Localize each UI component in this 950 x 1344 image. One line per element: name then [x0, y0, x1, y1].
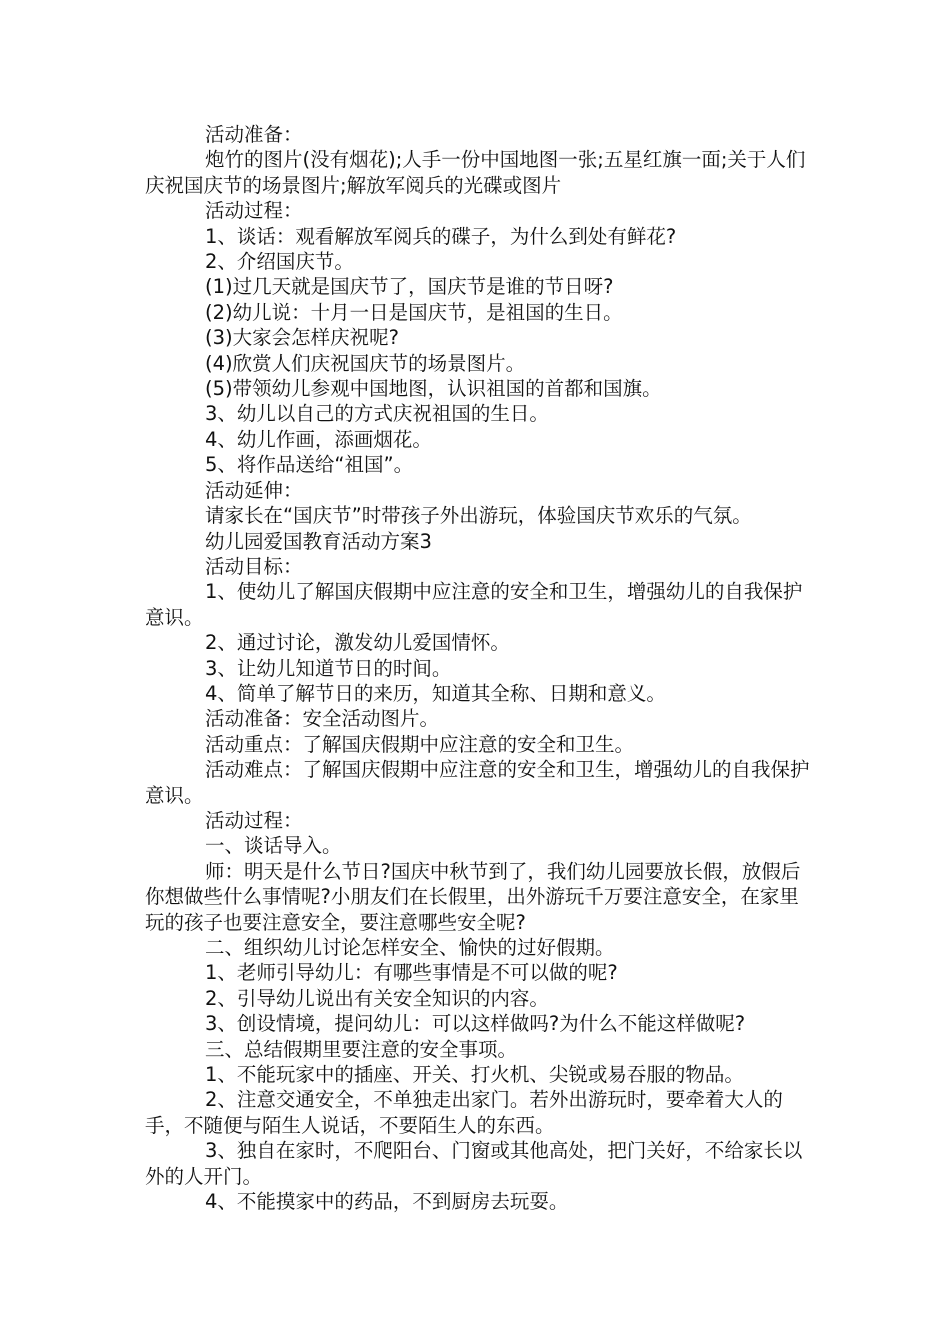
paragraph: 1、老师引导幼儿：有哪些事情是不可以做的呢?: [205, 961, 618, 985]
paragraph: 活动过程：: [205, 808, 303, 832]
paragraph: 3、独自在家时，不爬阳台、门窗或其他高处，把门关好，不给家长以外的人开门。: [145, 1139, 803, 1188]
section-heading: 幼儿园爱国教育活动方案3: [205, 529, 432, 553]
paragraph: (1)过几天就是国庆节了，国庆节是谁的节日呀?: [205, 275, 614, 299]
paragraph: 活动过程：: [205, 199, 303, 223]
paragraph: 活动目标：: [205, 554, 303, 578]
paragraph: 4、简单了解节日的来历，知道其全称、日期和意义。: [205, 681, 666, 705]
paragraph: 3、创设情境，提问幼儿：可以这样做吗?为什么不能这样做呢?: [205, 1012, 746, 1036]
paragraph: (3)大家会怎样庆祝呢?: [205, 326, 399, 350]
paragraph: 一、谈话导入。: [205, 834, 342, 858]
paragraph: 二、组织幼儿讨论怎样安全、愉快的过好假期。: [205, 936, 615, 959]
paragraph: 1、使幼儿了解国庆假期中应注意的安全和卫生，增强幼儿的自我保护意识。: [145, 580, 803, 629]
document-body: [145, 122, 817, 1214]
paragraph: 3、让幼儿知道节日的时间。: [205, 656, 452, 680]
paragraph: 2、介绍国庆节。: [205, 250, 354, 274]
paragraph: 4、不能摸家中的药品，不到厨房去玩耍。: [205, 1190, 569, 1214]
paragraph: 活动延伸：: [205, 478, 303, 502]
paragraph: 活动准备：安全活动图片。: [205, 707, 440, 731]
paragraph: (4)欣赏人们庆祝国庆节的场景图片。: [205, 351, 526, 375]
paragraph: 5、将作品送给“祖国”。: [205, 453, 414, 477]
paragraph: 2、通过讨论，激发幼儿爱国情怀。: [205, 631, 510, 655]
paragraph: 2、注意交通安全，不单独走出家门。若外出游玩时，要牵着大人的手，不随便与陌生人说话，不要陌生人的东西。: [145, 1088, 783, 1137]
paragraph: 炮竹的图片(没有烟花);人手一份中国地图一张;五星红旗一面;关于人们庆祝国庆节的场景图片;解放军阅兵的光碟或图片: [145, 148, 806, 197]
paragraph: 3、幼儿以自己的方式庆祝祖国的生日。: [205, 402, 549, 426]
paragraph: 活动难点：了解国庆假期中应注意的安全和卫生，增强幼儿的自我保护意识。: [145, 758, 810, 807]
paragraph: 4、幼儿作画，添画烟花。: [205, 427, 432, 451]
paragraph: 三、总结假期里要注意的安全事项。: [205, 1037, 518, 1061]
paragraph: (5)带领幼儿参观中国地图，认识祖国的首都和国旗。: [205, 377, 662, 401]
paragraph: 师：明天是什么节日?国庆中秋节到了，我们幼儿园要放长假，放假后你想做些什么事情呢?小朋友们在长假里，出外游玩千万要注意安全，在家里玩的孩子也要注意安全，要注意哪些安全呢?: [145, 859, 801, 934]
paragraph: 1、不能玩家中的插座、开关、打火机、尖锐或易吞服的物品。: [205, 1063, 744, 1087]
paragraph: 活动重点：了解国庆假期中应注意的安全和卫生。: [205, 732, 635, 756]
paragraph: 1、谈话：观看解放军阅兵的碟子，为什么到处有鲜花?: [205, 224, 677, 248]
paragraph: 2、引导幼儿说出有关安全知识的内容。: [205, 986, 549, 1010]
paragraph: 请家长在“国庆节”时带孩子外出游玩，体验国庆节欢乐的气氛。: [205, 504, 752, 528]
paragraph: (2)幼儿说：十月一日是国庆节，是祖国的生日。: [205, 300, 623, 324]
paragraph: 活动准备：: [205, 123, 303, 146]
